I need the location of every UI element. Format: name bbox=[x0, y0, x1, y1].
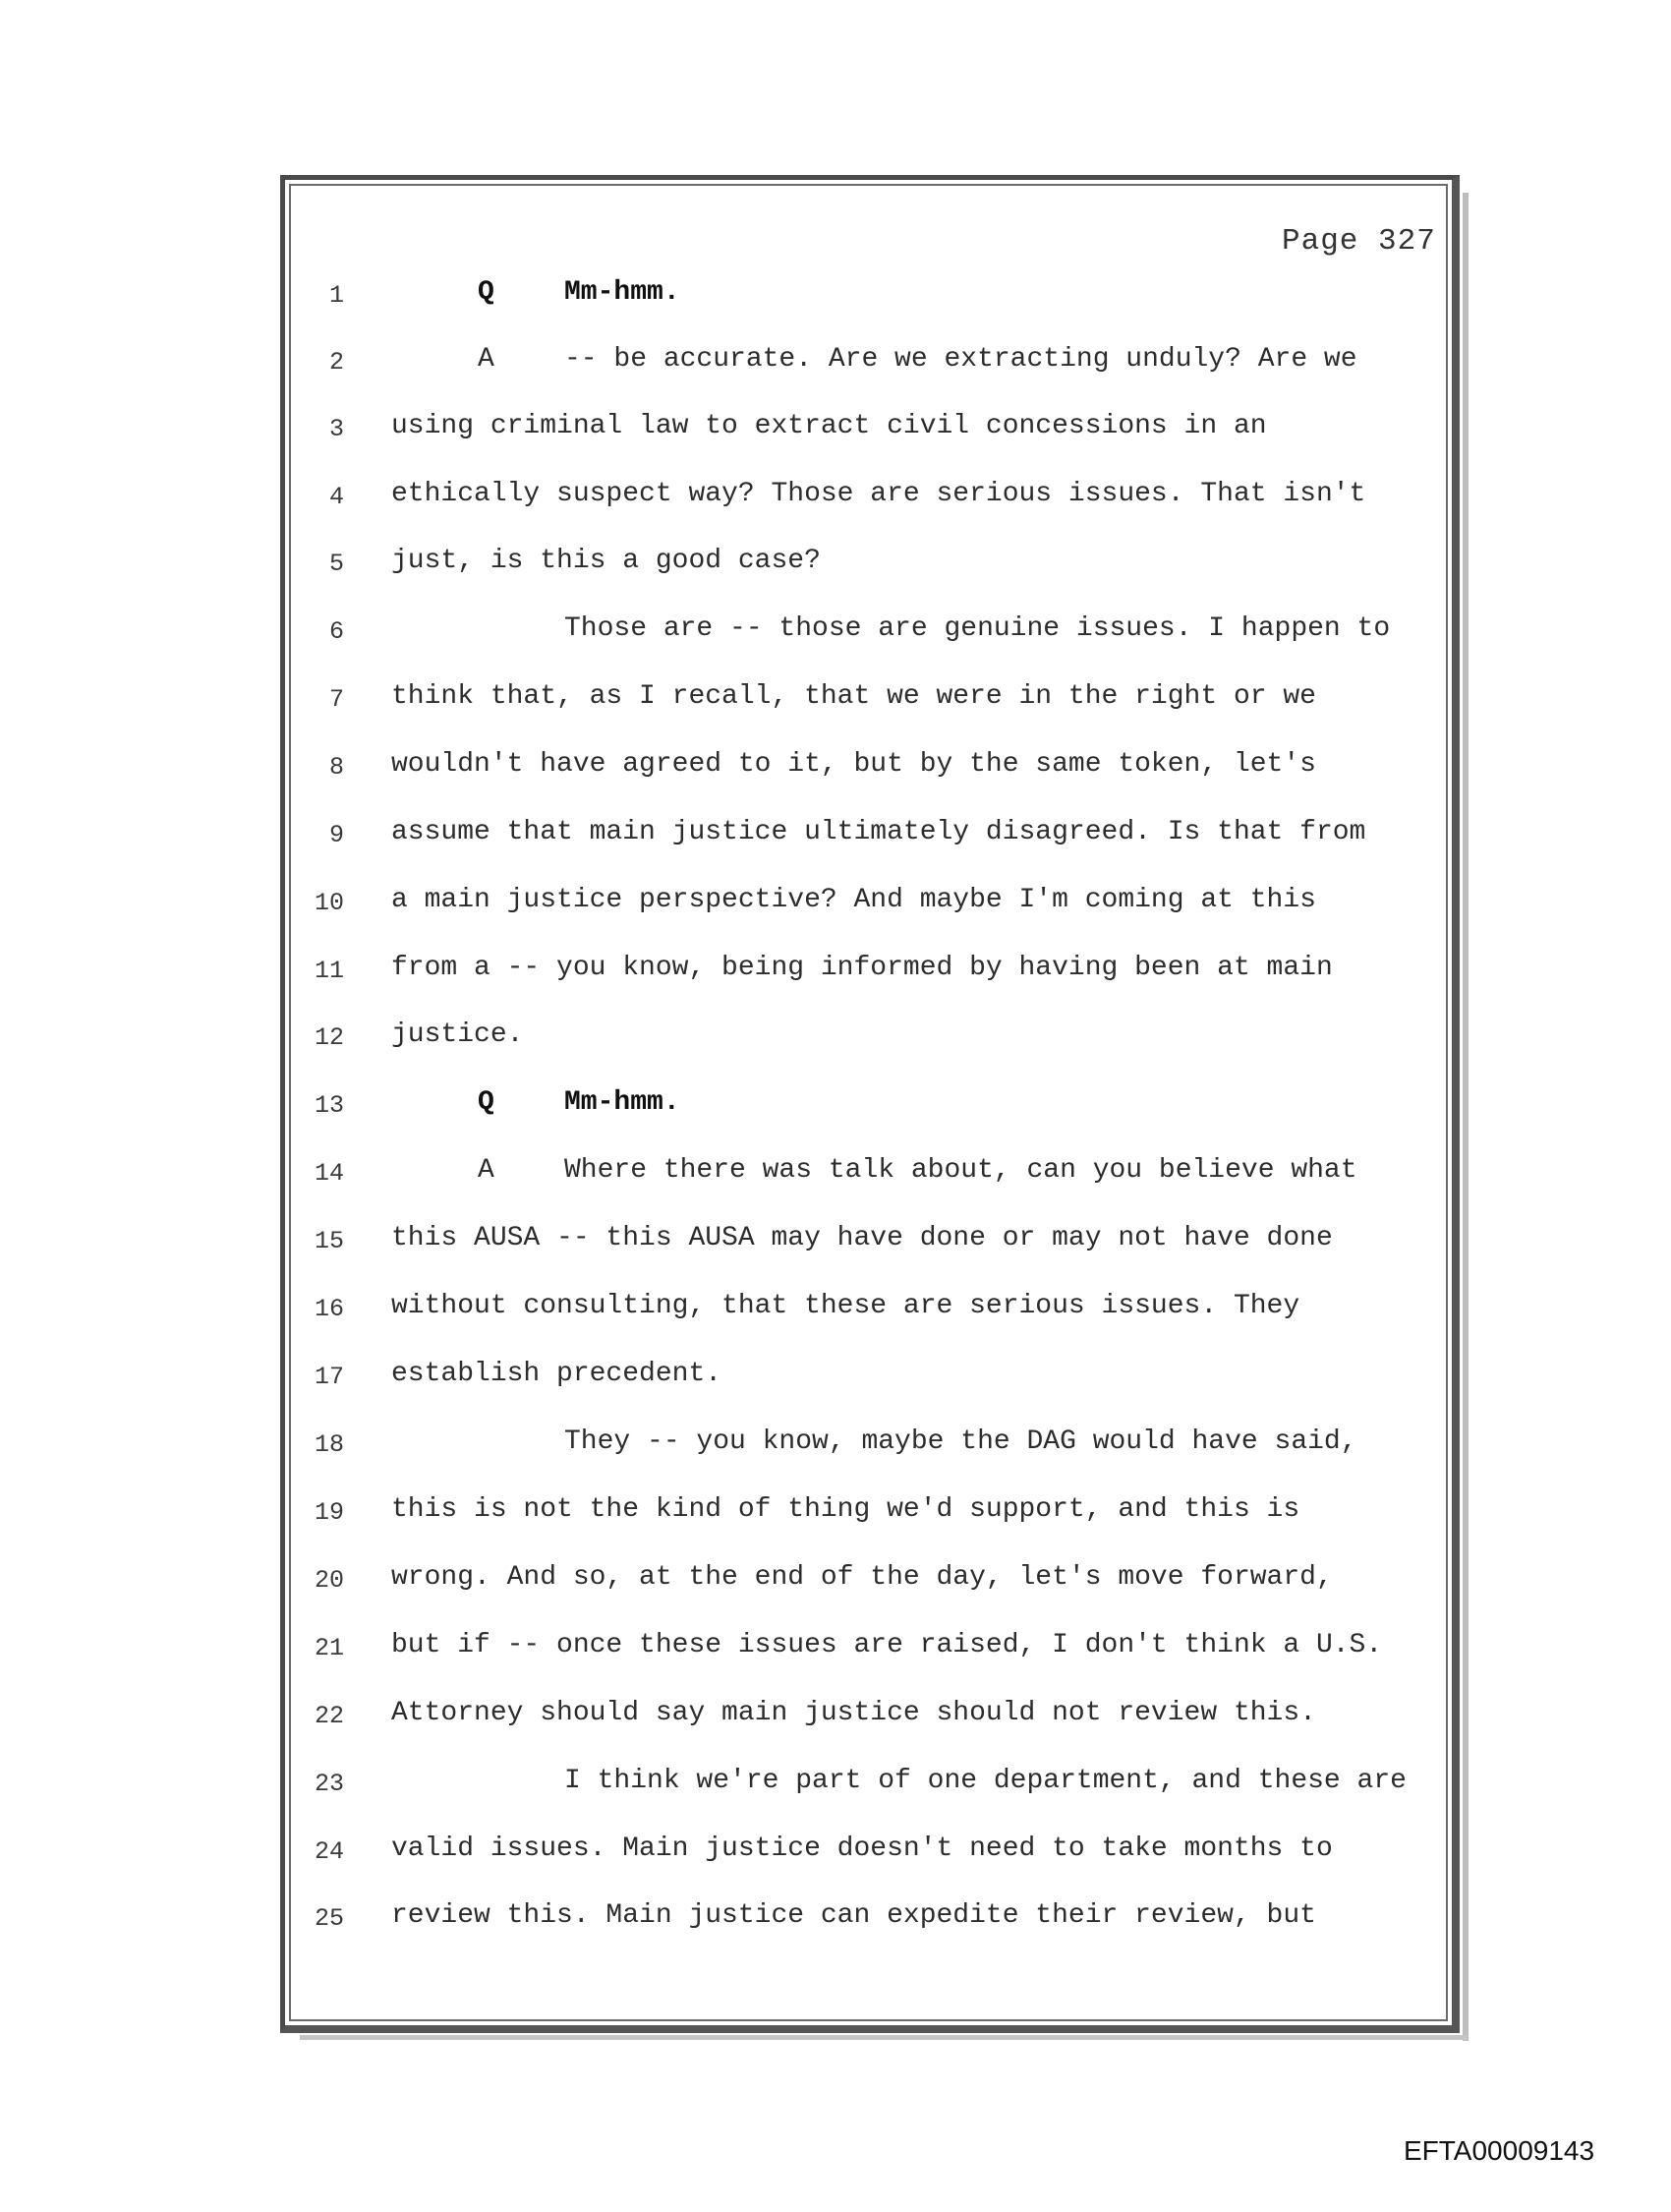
transcript-line bbox=[0, 1630, 1671, 1669]
transcript-line bbox=[0, 1087, 1671, 1127]
line-number: 11 bbox=[314, 957, 344, 985]
border-shadow-bottom bbox=[300, 2035, 1468, 2040]
transcript-line bbox=[0, 1291, 1671, 1330]
line-content: a main justice perspective? And maybe I'm coming at this bbox=[391, 885, 1316, 915]
speaker-marker: Q bbox=[478, 277, 494, 308]
line-content: ethically suspect way? Those are serious issues. That isn't bbox=[391, 479, 1366, 509]
line-content: but if -- once these issues are raised, I don't think a U.S. bbox=[391, 1630, 1383, 1660]
answer-line bbox=[478, 344, 1357, 375]
line-number: 13 bbox=[314, 1091, 344, 1120]
line-number: 2 bbox=[328, 348, 344, 377]
line-number: 6 bbox=[328, 617, 344, 646]
transcript-line bbox=[0, 479, 1671, 518]
line-content: I think we're part of one department, and these are bbox=[564, 1766, 1407, 1796]
transcript-line bbox=[0, 1834, 1671, 1873]
line-number: 22 bbox=[314, 1702, 344, 1730]
transcript-line bbox=[0, 1494, 1671, 1534]
transcript-line bbox=[0, 1019, 1671, 1059]
transcript-line bbox=[0, 953, 1671, 992]
line-number: 17 bbox=[314, 1363, 344, 1391]
line-content: this AUSA -- this AUSA may have done or may not have done bbox=[391, 1223, 1333, 1253]
line-number: 4 bbox=[328, 483, 344, 511]
line-content: using criminal law to extract civil concessions in an bbox=[391, 411, 1267, 441]
transcript-line bbox=[0, 344, 1671, 383]
line-number: 19 bbox=[314, 1498, 344, 1527]
transcript-line bbox=[0, 749, 1671, 788]
line-content: establish precedent. bbox=[391, 1359, 722, 1389]
line-content: from a -- you know, being informed by having been at main bbox=[391, 953, 1333, 983]
transcript-line bbox=[0, 885, 1671, 924]
line-content: without consulting, that these are serious issues. They bbox=[391, 1291, 1300, 1321]
transcript-line bbox=[0, 411, 1671, 450]
transcript-line bbox=[0, 546, 1671, 585]
line-number: 7 bbox=[328, 685, 344, 714]
line-content: Attorney should say main justice should not review this. bbox=[391, 1698, 1316, 1728]
line-content: this is not the kind of thing we'd support, and this is bbox=[391, 1494, 1300, 1525]
line-number: 25 bbox=[314, 1904, 344, 1933]
transcript-line bbox=[0, 1223, 1671, 1262]
transcript-line bbox=[0, 1359, 1671, 1398]
line-number: 5 bbox=[328, 550, 344, 578]
line-content: review this. Main justice can expedite their review, but bbox=[391, 1900, 1316, 1931]
line-content: assume that main justice ultimately disagreed. Is that from bbox=[391, 817, 1366, 847]
line-number: 14 bbox=[314, 1159, 344, 1188]
document-id-stamp: EFTA00009143 bbox=[1404, 2135, 1595, 2166]
line-content: Those are -- those are genuine issues. I happen to bbox=[564, 613, 1391, 644]
answer-line bbox=[478, 1155, 1357, 1186]
transcript-line bbox=[0, 613, 1671, 653]
question-line bbox=[478, 277, 680, 308]
transcript-line bbox=[0, 817, 1671, 856]
transcript-line bbox=[0, 1426, 1671, 1466]
line-content: think that, as I recall, that we were in the right or we bbox=[391, 681, 1316, 712]
line-number: 24 bbox=[314, 1837, 344, 1866]
line-number: 1 bbox=[328, 281, 344, 310]
line-content: They -- you know, maybe the DAG would have said, bbox=[564, 1426, 1357, 1457]
line-number: 18 bbox=[314, 1430, 344, 1459]
speaker-marker: Q bbox=[478, 1087, 494, 1118]
line-content: Mm-hmm. bbox=[564, 277, 680, 308]
line-content: valid issues. Main justice doesn't need to take months to bbox=[391, 1834, 1333, 1864]
line-content: Where there was talk about, can you believe what bbox=[564, 1155, 1357, 1186]
line-content: Mm-hmm. bbox=[564, 1087, 680, 1118]
transcript-line bbox=[0, 1155, 1671, 1194]
line-number: 16 bbox=[314, 1295, 344, 1323]
line-content: wouldn't have agreed to it, but by the same token, let's bbox=[391, 749, 1316, 780]
line-content: wrong. And so, at the end of the day, let's move forward, bbox=[391, 1562, 1333, 1593]
line-number: 8 bbox=[328, 753, 344, 782]
transcript-line bbox=[0, 1698, 1671, 1737]
line-number: 9 bbox=[328, 821, 344, 849]
line-number: 23 bbox=[314, 1770, 344, 1798]
transcript-line bbox=[0, 1900, 1671, 1940]
line-number: 15 bbox=[314, 1227, 344, 1255]
speaker-marker: A bbox=[478, 1155, 494, 1186]
line-number: 20 bbox=[314, 1566, 344, 1595]
transcript-line bbox=[0, 681, 1671, 721]
line-content: -- be accurate. Are we extracting unduly? Are we bbox=[564, 344, 1357, 375]
transcript-line bbox=[0, 1766, 1671, 1805]
line-number: 3 bbox=[328, 415, 344, 443]
page-number: Page 327 bbox=[1282, 224, 1436, 259]
line-number: 12 bbox=[314, 1023, 344, 1052]
speaker-marker: A bbox=[478, 344, 494, 375]
transcript-line bbox=[0, 277, 1671, 317]
transcript-line bbox=[0, 1562, 1671, 1601]
line-number: 10 bbox=[314, 889, 344, 917]
line-content: just, is this a good case? bbox=[391, 546, 821, 576]
question-line bbox=[478, 1087, 680, 1118]
line-number: 21 bbox=[314, 1634, 344, 1662]
line-content: justice. bbox=[391, 1019, 524, 1050]
